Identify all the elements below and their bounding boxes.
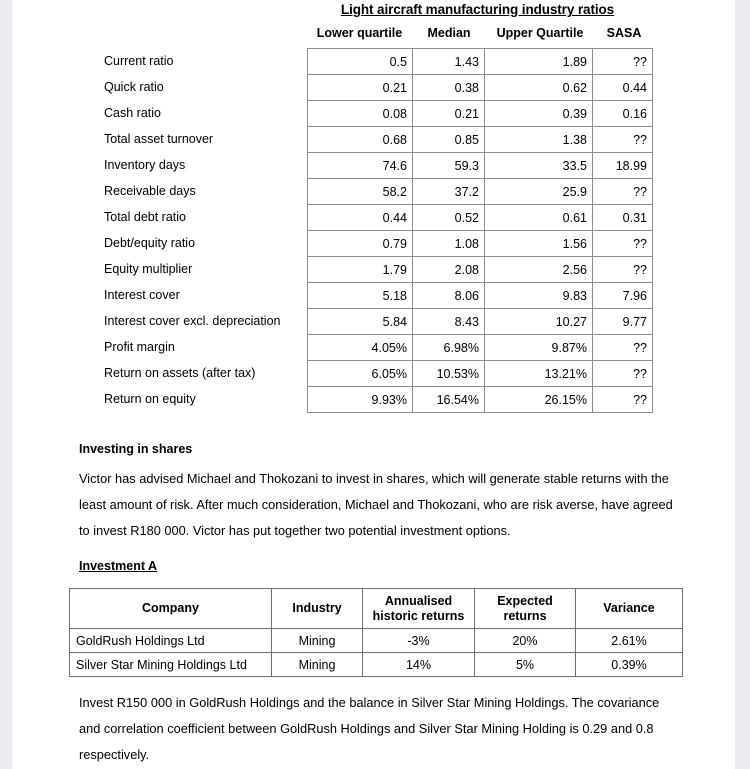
header-line-2: historic returns [372, 608, 465, 623]
document-page [12, 0, 735, 769]
header-line-1: Expected [497, 593, 553, 608]
cell-median: 37.2 [413, 179, 485, 205]
column-header-variance: Variance [576, 589, 683, 629]
table-row [308, 101, 653, 127]
table-row [70, 653, 683, 677]
row-label: Equity multiplier [104, 262, 193, 276]
cell-median: 8.06 [413, 283, 485, 309]
cell-company: Silver Star Mining Holdings Ltd [70, 653, 272, 677]
cell-median: 10.53% [413, 361, 485, 387]
row-label: Receivable days [104, 184, 196, 198]
header-line-2: returns [503, 608, 547, 623]
table-row [308, 257, 653, 283]
table-row [308, 205, 653, 231]
investment-a-note: Invest R150 000 in GoldRush Holdings and the balance in Silver Star Mining Holdings. The covariance and correlation coefficient between GoldRush Holdings and Silver Star Mining Holding is 0.29 and 0.8 respectively. [79, 695, 660, 762]
table-row [308, 283, 653, 309]
cell-median: 1.08 [413, 231, 485, 257]
table-row [308, 231, 653, 257]
cell-upper-quartile: 1.38 [485, 127, 593, 153]
cell-upper-quartile: 13.21% [485, 361, 593, 387]
cell-lower-quartile: 5.18 [308, 283, 413, 309]
cell-lower-quartile: 6.05% [308, 361, 413, 387]
row-label: Total debt ratio [104, 210, 186, 224]
cell-lower-quartile: 0.44 [308, 205, 413, 231]
cell-median: 0.85 [413, 127, 485, 153]
row-label: Total asset turnover [104, 132, 214, 146]
cell-median: 0.52 [413, 205, 485, 231]
cell-median: 8.43 [413, 309, 485, 335]
cell-lower-quartile: 0.21 [308, 75, 413, 101]
table-header-row [70, 589, 683, 629]
cell-upper-quartile: 10.27 [485, 309, 593, 335]
cell-lower-quartile: 9.93% [308, 387, 413, 413]
row-label: Interest cover [104, 288, 180, 302]
cell-upper-quartile: 9.87% [485, 335, 593, 361]
cell-sasa: ?? [593, 335, 653, 361]
cell-upper-quartile: 25.9 [485, 179, 593, 205]
cell-lower-quartile: 74.6 [308, 153, 413, 179]
cell-sasa: ?? [593, 179, 653, 205]
cell-median: 0.38 [413, 75, 485, 101]
cell-upper-quartile: 0.61 [485, 205, 593, 231]
cell-upper-quartile: 2.56 [485, 257, 593, 283]
table-row [70, 629, 683, 653]
table-row [308, 309, 653, 335]
cell-median: 16.54% [413, 387, 485, 413]
cell-lower-quartile: 0.68 [308, 127, 413, 153]
row-label: Return on equity [104, 392, 196, 406]
row-label: Profit margin [104, 340, 175, 354]
row-label: Return on assets (after tax) [104, 366, 256, 380]
cell-upper-quartile: 26.15% [485, 387, 593, 413]
table-row [308, 335, 653, 361]
cell-lower-quartile: 0.08 [308, 101, 413, 127]
cell-industry: Mining [272, 653, 363, 677]
cell-sasa: ?? [593, 361, 653, 387]
cell-median: 2.08 [413, 257, 485, 283]
cell-upper-quartile: 9.83 [485, 283, 593, 309]
cell-historic-returns: -3% [363, 629, 475, 653]
cell-lower-quartile: 4.05% [308, 335, 413, 361]
column-header-company: Company [70, 589, 272, 629]
cell-sasa: 7.96 [593, 283, 653, 309]
header-line-1: Annualised [384, 593, 453, 608]
column-header-annualised-historic-returns [363, 589, 475, 629]
table-row [308, 387, 653, 413]
table-row [308, 75, 653, 101]
column-header-expected-returns [475, 589, 576, 629]
row-label: Cash ratio [104, 106, 161, 120]
table-row [308, 49, 653, 75]
cell-sasa: ?? [593, 387, 653, 413]
column-header-industry: Industry [272, 589, 363, 629]
row-label: Debt/equity ratio [104, 236, 196, 250]
cell-expected-returns: 5% [475, 653, 576, 677]
cell-sasa: ?? [593, 49, 653, 75]
table-row [308, 361, 653, 387]
ratios-column-headers [307, 26, 652, 42]
cell-upper-quartile: 33.5 [485, 153, 593, 179]
cell-lower-quartile: 0.5 [308, 49, 413, 75]
investing-in-shares-paragraph: Victor has advised Michael and Thokozani to invest in shares, which will generate stable returns with the least amount of risk. After much consideration, Michael and Thokozani, who are risk averse, have agreed to invest R180 000. Victor has put together two potential investment options. [79, 471, 673, 538]
cell-expected-returns: 20% [475, 629, 576, 653]
column-header-upper-quartile: Upper Quartile [496, 26, 584, 40]
cell-median: 59.3 [413, 153, 485, 179]
cell-upper-quartile: 0.39 [485, 101, 593, 127]
cell-lower-quartile: 5.84 [308, 309, 413, 335]
cell-sasa: 0.44 [593, 75, 653, 101]
cell-sasa: ?? [593, 257, 653, 283]
ratios-table-title: Light aircraft manufacturing industry ratios [340, 2, 615, 17]
row-label: Inventory days [104, 158, 186, 172]
column-header-median: Median [427, 26, 471, 40]
investment-a-heading: Investment A [79, 559, 158, 573]
cell-sasa: 9.77 [593, 309, 653, 335]
cell-sasa: ?? [593, 231, 653, 257]
table-row [308, 179, 653, 205]
cell-upper-quartile: 0.62 [485, 75, 593, 101]
row-label: Current ratio [104, 54, 174, 68]
column-header-lower-quartile: Lower quartile [316, 26, 403, 40]
cell-industry: Mining [272, 629, 363, 653]
cell-lower-quartile: 58.2 [308, 179, 413, 205]
cell-median: 0.21 [413, 101, 485, 127]
row-label: Interest cover excl. depreciation [104, 314, 281, 328]
cell-sasa: 18.99 [593, 153, 653, 179]
table-row [308, 153, 653, 179]
cell-median: 1.43 [413, 49, 485, 75]
cell-upper-quartile: 1.89 [485, 49, 593, 75]
cell-variance: 0.39% [576, 653, 683, 677]
cell-sasa: 0.31 [593, 205, 653, 231]
cell-median: 6.98% [413, 335, 485, 361]
cell-company: GoldRush Holdings Ltd [70, 629, 272, 653]
cell-sasa: 0.16 [593, 101, 653, 127]
investing-in-shares-heading: Investing in shares [79, 442, 193, 456]
cell-sasa: ?? [593, 127, 653, 153]
ratios-row-labels [104, 48, 304, 412]
cell-upper-quartile: 1.56 [485, 231, 593, 257]
cell-variance: 2.61% [576, 629, 683, 653]
cell-lower-quartile: 0.79 [308, 231, 413, 257]
table-row [308, 127, 653, 153]
row-label: Quick ratio [104, 80, 164, 94]
cell-historic-returns: 14% [363, 653, 475, 677]
cell-lower-quartile: 1.79 [308, 257, 413, 283]
column-header-sasa: SASA [606, 26, 642, 40]
industry-ratios-table [307, 48, 653, 413]
investment-a-table [69, 588, 683, 677]
